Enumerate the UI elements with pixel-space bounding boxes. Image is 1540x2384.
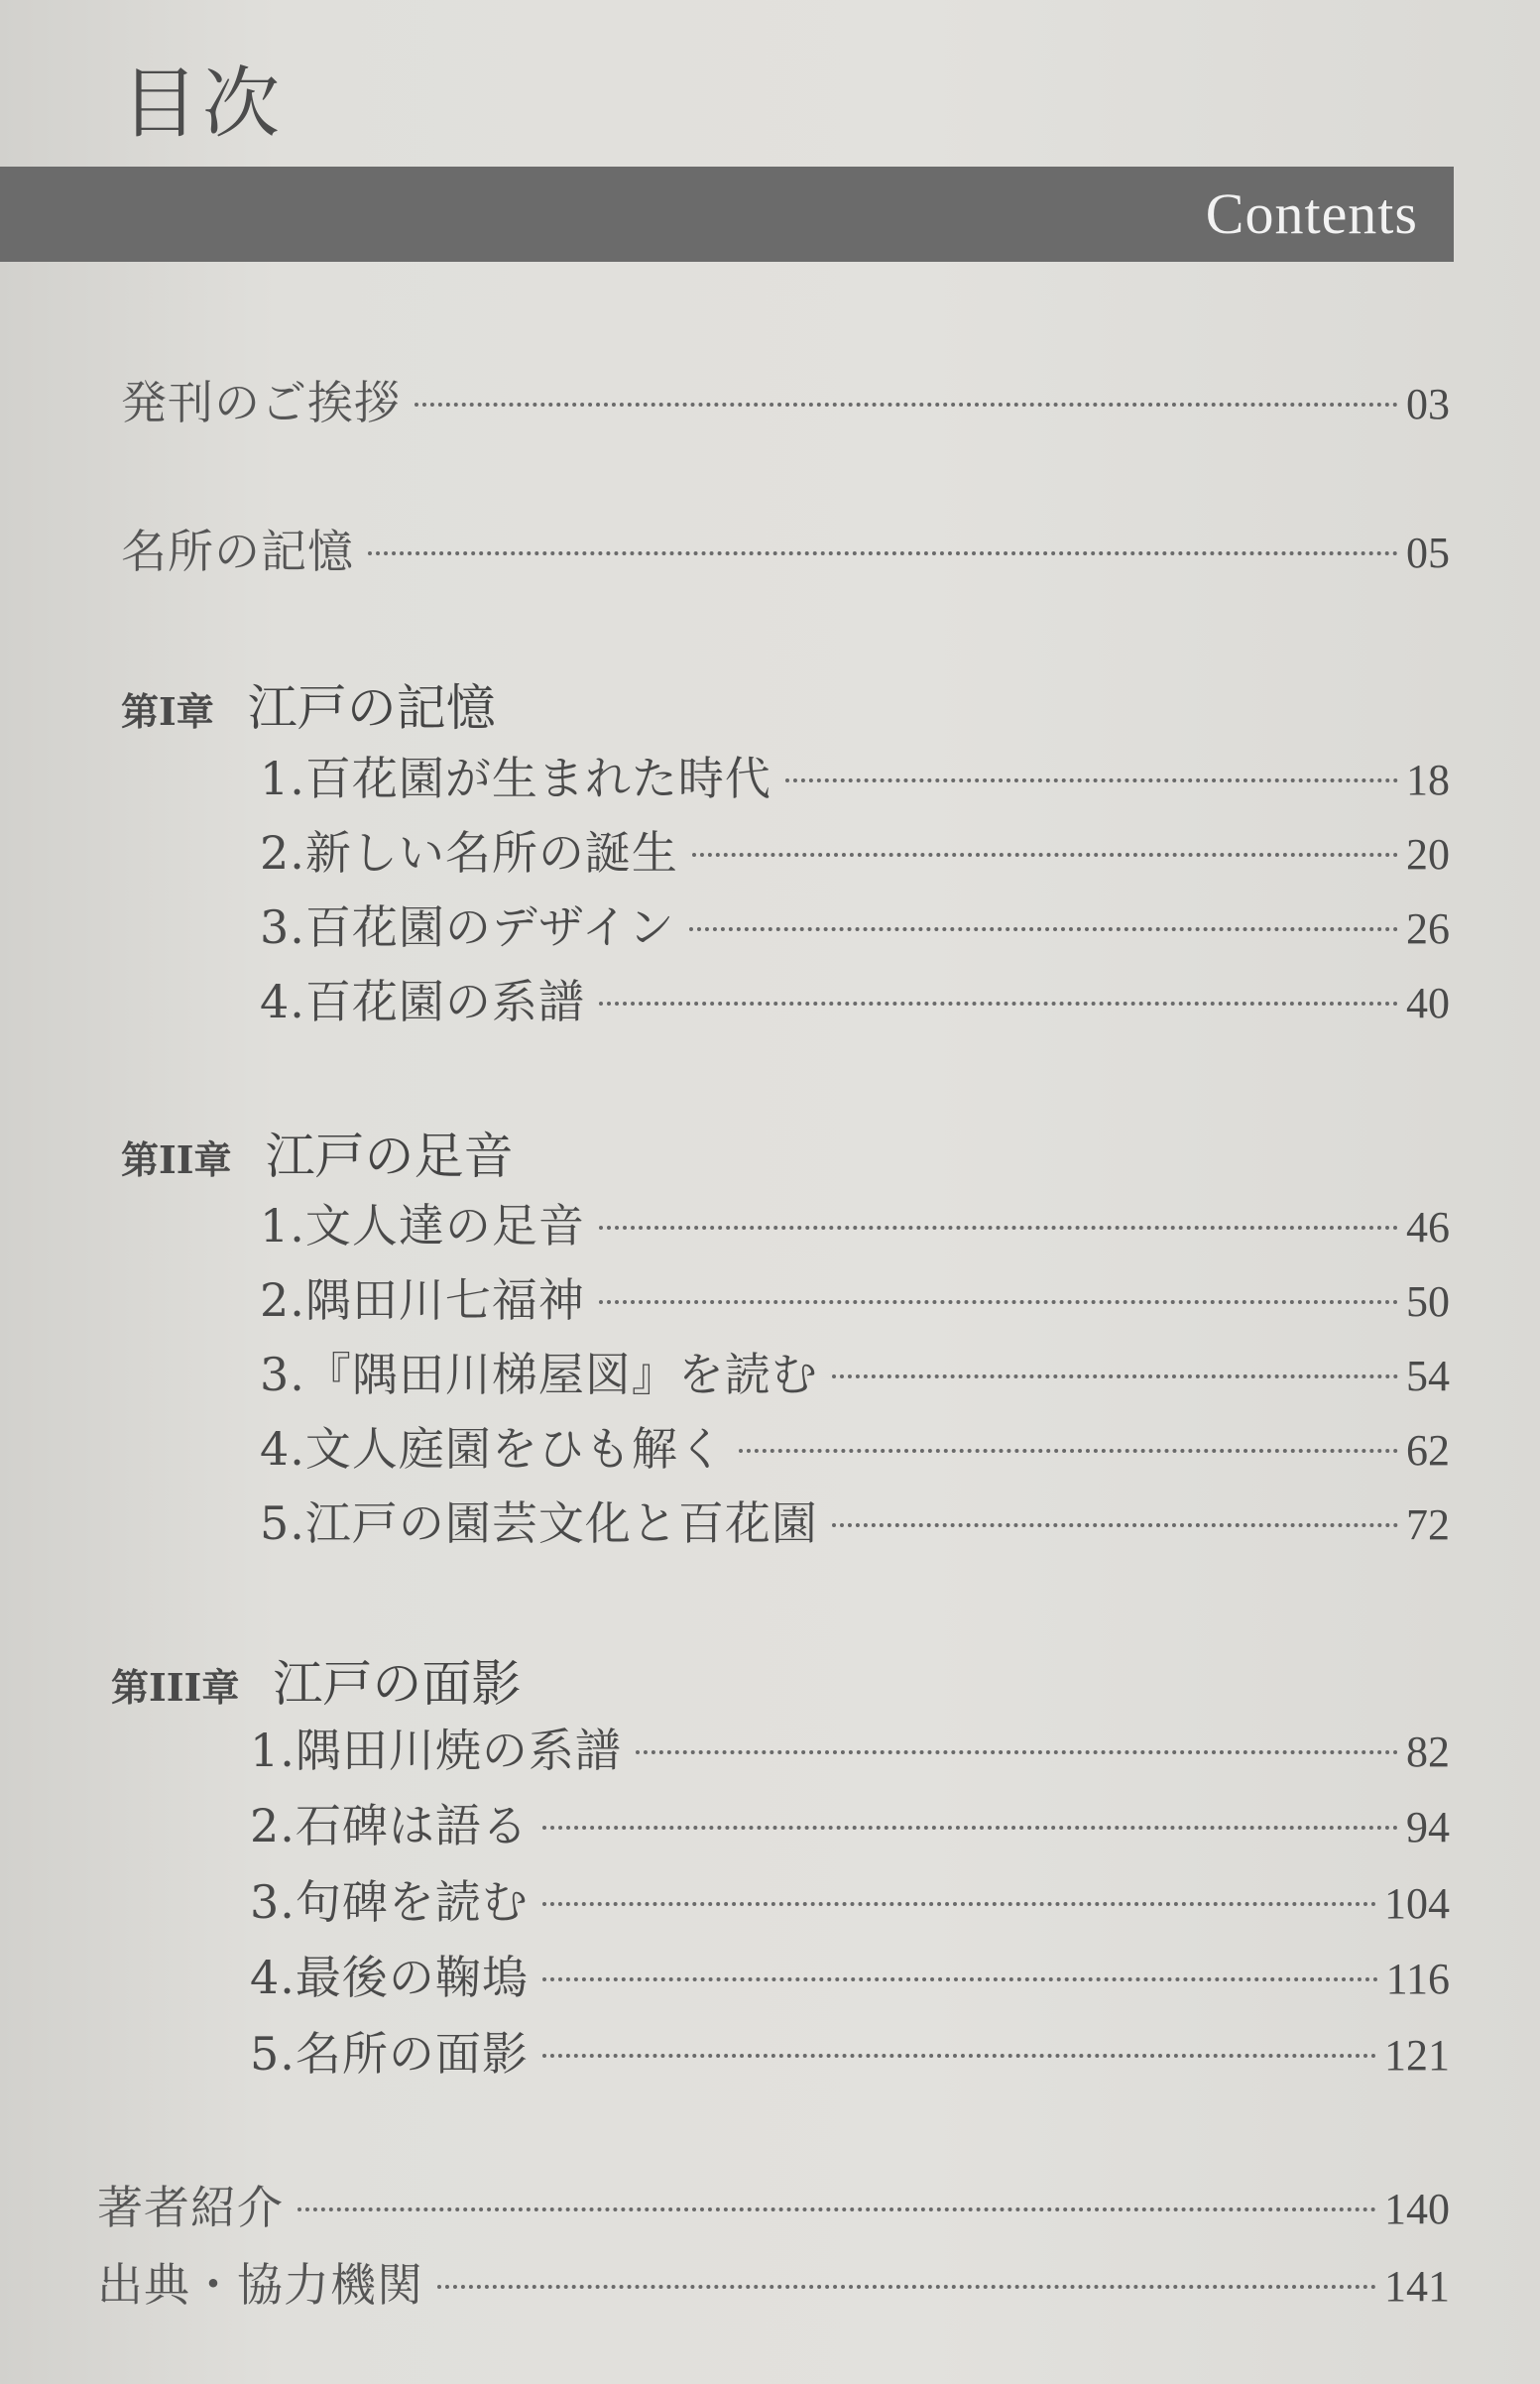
toc-entry-label: 名所の記憶 (121, 525, 354, 578)
toc-entry-label: 著者紹介 (97, 2181, 284, 2234)
toc-section[interactable] (260, 1196, 1450, 1257)
toc-section-label: 2.隅田川七福神 (260, 1273, 585, 1327)
toc-section[interactable] (260, 1493, 1450, 1555)
toc-section-page: 26 (1406, 904, 1450, 953)
dot-leader (689, 927, 1398, 931)
toc-section-page: 94 (1406, 1803, 1450, 1851)
dot-leader (832, 1374, 1398, 1378)
dot-leader (542, 1902, 1376, 1906)
toc-section[interactable] (260, 749, 1450, 810)
toc-section[interactable] (260, 897, 1450, 959)
chapter-number: 第III章 (111, 1665, 240, 1710)
chapter-title: 江戸の記憶 (247, 679, 496, 737)
toc-section[interactable] (260, 823, 1450, 885)
toc-section-label: 4.文人庭園をひも解く (260, 1422, 725, 1476)
toc-section-page: 54 (1406, 1352, 1450, 1400)
chapter-title: 江戸の面影 (273, 1655, 522, 1713)
toc-section[interactable] (260, 972, 1450, 1033)
chapter-heading-3 (111, 1644, 521, 1716)
dot-leader (599, 1002, 1398, 1006)
chapter-heading-2 (121, 1117, 514, 1188)
toc-section-page: 116 (1385, 1955, 1450, 2003)
toc-section-page: 104 (1384, 1879, 1450, 1928)
toc-section-label: 2.新しい名所の誕生 (260, 826, 678, 880)
toc-section-label: 5.江戸の園芸文化と百花園 (260, 1496, 818, 1550)
dot-leader (832, 1523, 1398, 1527)
toc-section-page: 46 (1406, 1203, 1450, 1252)
dot-leader (599, 1300, 1398, 1304)
toc-entry-greeting[interactable] (121, 373, 1450, 434)
dot-leader (542, 1977, 1378, 1981)
toc-section-label: 4.最後の鞠塢 (250, 1951, 529, 2004)
toc-section-label: 1.百花園が生まれた時代 (260, 752, 771, 805)
toc-entry-memory[interactable] (121, 522, 1450, 583)
toc-section-page: 18 (1406, 756, 1450, 804)
toc-section-page: 20 (1406, 830, 1450, 879)
toc-section-page: 121 (1384, 2031, 1450, 2080)
toc-section[interactable] (260, 1419, 1450, 1481)
toc-section-label: 1.隅田川焼の系譜 (250, 1724, 622, 1777)
chapter-heading-1 (121, 668, 496, 740)
toc-section-label: 3.百花園のデザイン (260, 900, 675, 954)
toc-section-page: 62 (1406, 1426, 1450, 1475)
dot-leader (542, 2054, 1376, 2058)
dot-leader (368, 551, 1398, 555)
toc-section-label: 4.百花園の系譜 (260, 975, 585, 1028)
toc-section-page: 82 (1406, 1728, 1450, 1776)
toc-section-page: 72 (1406, 1500, 1450, 1549)
toc-section[interactable] (250, 1872, 1450, 1934)
toc-section-page: 50 (1406, 1277, 1450, 1326)
toc-entry-label: 発刊のご挨拶 (121, 376, 401, 429)
toc-section-label: 5.名所の面影 (250, 2027, 529, 2081)
chapter-title: 江戸の足音 (265, 1128, 514, 1185)
toc-entry-page: 140 (1384, 2185, 1450, 2233)
toc-section-label: 1.文人達の足音 (260, 1199, 585, 1252)
dot-leader (599, 1226, 1398, 1230)
toc-section-label: 3.『隅田川梯屋図』を読む (260, 1348, 818, 1401)
contents-banner (0, 167, 1454, 262)
toc-section-label: 2.石碑は語る (250, 1799, 529, 1852)
dot-leader (542, 1826, 1398, 1830)
page-title: 目次 (121, 60, 285, 149)
chapter-number: 第I章 (121, 689, 214, 734)
dot-leader (692, 853, 1398, 857)
toc-section[interactable] (260, 1345, 1450, 1406)
dot-leader (297, 2207, 1376, 2211)
toc-entry-page: 05 (1406, 529, 1450, 577)
toc-entry-author[interactable] (97, 2178, 1450, 2239)
dot-leader (785, 778, 1398, 782)
dot-leader (437, 2285, 1376, 2289)
toc-section[interactable] (250, 1948, 1450, 2009)
dot-leader (415, 403, 1398, 407)
toc-section[interactable] (260, 1270, 1450, 1332)
toc-section[interactable] (250, 1721, 1450, 1782)
dot-leader (636, 1750, 1398, 1754)
toc-section-label: 3.句碑を読む (250, 1875, 529, 1929)
chapter-number: 第II章 (121, 1137, 232, 1182)
toc-section[interactable] (250, 2024, 1450, 2086)
dot-leader (739, 1449, 1398, 1453)
toc-entry-label: 出典・協力機関 (97, 2258, 423, 2312)
toc-entry-page: 03 (1406, 380, 1450, 428)
toc-section[interactable] (250, 1796, 1450, 1857)
banner-label: Contents (1205, 181, 1418, 246)
toc-entry-page: 141 (1384, 2262, 1450, 2311)
toc-entry-sources[interactable] (97, 2255, 1450, 2317)
toc-section-page: 40 (1406, 979, 1450, 1027)
